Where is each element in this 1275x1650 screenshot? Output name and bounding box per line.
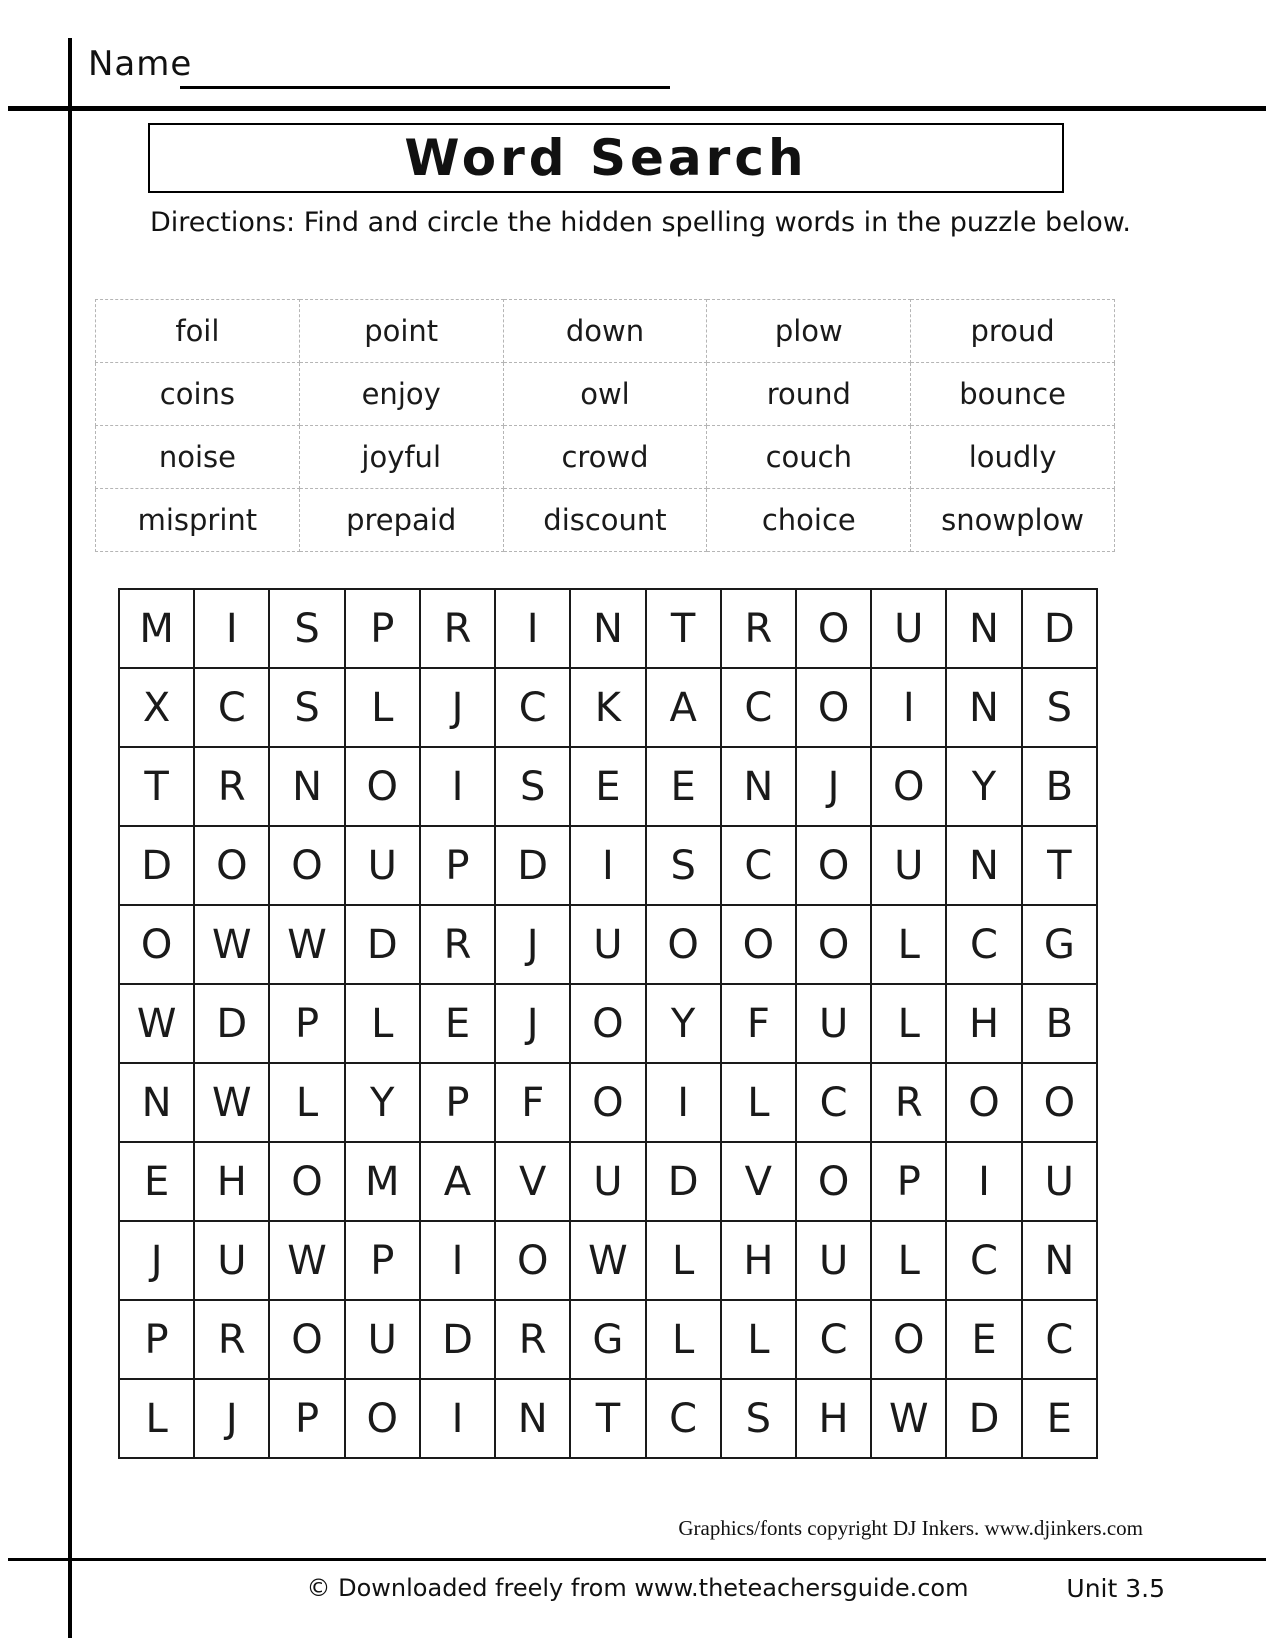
puzzle-cell: U	[796, 984, 871, 1063]
puzzle-cell: U	[345, 1300, 420, 1379]
puzzle-cell: I	[570, 826, 645, 905]
puzzle-cell: L	[871, 984, 946, 1063]
puzzle-cell: I	[420, 1379, 495, 1458]
word-list	[95, 299, 1115, 552]
puzzle-cell: N	[269, 747, 344, 826]
puzzle-cell: D	[345, 905, 420, 984]
puzzle-cell: R	[721, 589, 796, 668]
title-box	[148, 123, 1064, 193]
word-list-word: foil	[96, 300, 300, 363]
puzzle-cell: L	[345, 984, 420, 1063]
puzzle-cell: V	[495, 1142, 570, 1221]
puzzle-cell: H	[796, 1379, 871, 1458]
puzzle-row	[119, 668, 1097, 747]
word-list-word: misprint	[96, 489, 300, 552]
puzzle-cell: R	[420, 905, 495, 984]
puzzle-cell: S	[269, 668, 344, 747]
word-list-word: bounce	[911, 363, 1115, 426]
puzzle-cell: O	[946, 1063, 1021, 1142]
word-list-word: point	[299, 300, 503, 363]
puzzle-cell: P	[871, 1142, 946, 1221]
puzzle-cell: A	[420, 1142, 495, 1221]
puzzle-cell: E	[946, 1300, 1021, 1379]
puzzle-cell: L	[871, 1221, 946, 1300]
puzzle-cell: N	[495, 1379, 570, 1458]
word-list-word: snowplow	[911, 489, 1115, 552]
puzzle-row	[119, 905, 1097, 984]
puzzle-row	[119, 984, 1097, 1063]
puzzle-cell: N	[946, 668, 1021, 747]
puzzle-cell: P	[345, 589, 420, 668]
puzzle-cell: U	[871, 826, 946, 905]
puzzle-cell: I	[194, 589, 269, 668]
puzzle-cell: E	[119, 1142, 194, 1221]
word-list-word: choice	[707, 489, 911, 552]
puzzle-cell: W	[269, 905, 344, 984]
puzzle-cell: O	[495, 1221, 570, 1300]
puzzle-cell: D	[495, 826, 570, 905]
puzzle-cell: X	[119, 668, 194, 747]
puzzle-cell: I	[420, 1221, 495, 1300]
puzzle-cell: O	[871, 747, 946, 826]
puzzle-cell: Y	[646, 984, 721, 1063]
puzzle-cell: L	[646, 1221, 721, 1300]
puzzle-cell: J	[119, 1221, 194, 1300]
puzzle-cell: E	[1022, 1379, 1097, 1458]
puzzle-cell: U	[1022, 1142, 1097, 1221]
puzzle-cell: M	[345, 1142, 420, 1221]
word-list-word: down	[503, 300, 707, 363]
puzzle-cell: E	[570, 747, 645, 826]
puzzle-row	[119, 1063, 1097, 1142]
word-list-word: plow	[707, 300, 911, 363]
puzzle-cell: P	[420, 826, 495, 905]
puzzle-row	[119, 826, 1097, 905]
puzzle-cell: O	[345, 747, 420, 826]
puzzle-cell: G	[1022, 905, 1097, 984]
puzzle-cell: N	[946, 589, 1021, 668]
word-list-word: discount	[503, 489, 707, 552]
puzzle-cell: O	[796, 1142, 871, 1221]
puzzle-cell: J	[194, 1379, 269, 1458]
page-title: Word Search	[404, 129, 808, 187]
puzzle-row	[119, 1142, 1097, 1221]
puzzle-cell: T	[570, 1379, 645, 1458]
name-blank-line	[180, 86, 670, 89]
puzzle-cell: P	[119, 1300, 194, 1379]
puzzle-cell: S	[269, 589, 344, 668]
puzzle-body	[119, 589, 1097, 1458]
puzzle-row	[119, 1300, 1097, 1379]
puzzle-cell: B	[1022, 747, 1097, 826]
puzzle-cell: S	[646, 826, 721, 905]
word-list-word: owl	[503, 363, 707, 426]
puzzle-cell: U	[345, 826, 420, 905]
name-label: Name	[88, 44, 193, 84]
puzzle-cell: J	[420, 668, 495, 747]
puzzle-cell: O	[646, 905, 721, 984]
puzzle-cell: S	[1022, 668, 1097, 747]
puzzle-cell: U	[796, 1221, 871, 1300]
puzzle-cell: O	[345, 1379, 420, 1458]
puzzle-cell: T	[646, 589, 721, 668]
puzzle-cell: C	[495, 668, 570, 747]
puzzle-cell: W	[194, 1063, 269, 1142]
puzzle-cell: C	[194, 668, 269, 747]
word-list-word: couch	[707, 426, 911, 489]
puzzle-cell: W	[194, 905, 269, 984]
puzzle-cell: D	[946, 1379, 1021, 1458]
puzzle-cell: O	[194, 826, 269, 905]
puzzle-cell: C	[646, 1379, 721, 1458]
word-list-word: round	[707, 363, 911, 426]
word-list-word: proud	[911, 300, 1115, 363]
puzzle-cell: M	[119, 589, 194, 668]
puzzle-cell: G	[570, 1300, 645, 1379]
puzzle-cell: C	[721, 668, 796, 747]
puzzle-cell: D	[194, 984, 269, 1063]
puzzle-cell: O	[570, 984, 645, 1063]
puzzle-cell: O	[1022, 1063, 1097, 1142]
puzzle-cell: R	[871, 1063, 946, 1142]
puzzle-cell: P	[269, 984, 344, 1063]
puzzle-cell: O	[570, 1063, 645, 1142]
word-list-word: prepaid	[299, 489, 503, 552]
puzzle-cell: L	[721, 1063, 796, 1142]
puzzle-cell: C	[946, 1221, 1021, 1300]
puzzle-cell: I	[420, 747, 495, 826]
puzzle-row	[119, 1221, 1097, 1300]
puzzle-cell: W	[119, 984, 194, 1063]
puzzle-cell: P	[420, 1063, 495, 1142]
puzzle-cell: H	[194, 1142, 269, 1221]
puzzle-cell: U	[871, 589, 946, 668]
puzzle-cell: L	[345, 668, 420, 747]
puzzle-cell: K	[570, 668, 645, 747]
word-list-word: loudly	[911, 426, 1115, 489]
puzzle-cell: L	[871, 905, 946, 984]
puzzle-cell: D	[1022, 589, 1097, 668]
word-list-row	[96, 426, 1115, 489]
puzzle-cell: W	[871, 1379, 946, 1458]
word-list-word: joyful	[299, 426, 503, 489]
puzzle-cell: B	[1022, 984, 1097, 1063]
directions-text: Directions: Find and circle the hidden spelling words in the puzzle below.	[150, 207, 1131, 238]
puzzle-cell: U	[570, 1142, 645, 1221]
puzzle-cell: C	[946, 905, 1021, 984]
puzzle-cell: R	[420, 589, 495, 668]
puzzle-cell: T	[119, 747, 194, 826]
puzzle-cell: R	[194, 747, 269, 826]
puzzle-cell: O	[796, 668, 871, 747]
puzzle-cell: W	[570, 1221, 645, 1300]
puzzle-cell: C	[796, 1300, 871, 1379]
top-rule	[8, 106, 1266, 111]
puzzle-cell: N	[721, 747, 796, 826]
puzzle-cell: O	[269, 1300, 344, 1379]
puzzle-cell: I	[946, 1142, 1021, 1221]
puzzle-cell: J	[495, 984, 570, 1063]
puzzle-cell: F	[721, 984, 796, 1063]
puzzle-cell: U	[570, 905, 645, 984]
puzzle-cell: S	[721, 1379, 796, 1458]
puzzle-cell: H	[721, 1221, 796, 1300]
puzzle-cell: V	[721, 1142, 796, 1221]
puzzle-cell: Y	[946, 747, 1021, 826]
puzzle-grid	[118, 588, 1098, 1459]
word-list-word: crowd	[503, 426, 707, 489]
word-list-word: coins	[96, 363, 300, 426]
puzzle-cell: O	[269, 826, 344, 905]
puzzle-cell: L	[646, 1300, 721, 1379]
puzzle-cell: E	[646, 747, 721, 826]
word-list-row	[96, 363, 1115, 426]
puzzle-cell: R	[194, 1300, 269, 1379]
puzzle-cell: H	[946, 984, 1021, 1063]
footer-download-note: © Downloaded freely from www.theteachersguide.com	[306, 1574, 969, 1602]
puzzle-cell: E	[420, 984, 495, 1063]
puzzle-cell: R	[495, 1300, 570, 1379]
puzzle-cell: P	[345, 1221, 420, 1300]
word-list-body	[96, 300, 1115, 552]
puzzle-cell: D	[119, 826, 194, 905]
puzzle-cell: L	[721, 1300, 796, 1379]
puzzle-cell: S	[495, 747, 570, 826]
puzzle-cell: L	[119, 1379, 194, 1458]
word-list-row	[96, 489, 1115, 552]
copyright-credit: Graphics/fonts copyright DJ Inkers. www.djinkers.com	[678, 1516, 1143, 1540]
puzzle-cell: C	[721, 826, 796, 905]
puzzle-cell: I	[646, 1063, 721, 1142]
word-list-word: enjoy	[299, 363, 503, 426]
puzzle-row	[119, 1379, 1097, 1458]
puzzle-cell: N	[570, 589, 645, 668]
puzzle-cell: O	[796, 589, 871, 668]
puzzle-cell: D	[646, 1142, 721, 1221]
puzzle-cell: C	[796, 1063, 871, 1142]
puzzle-cell: Y	[345, 1063, 420, 1142]
puzzle-cell: U	[194, 1221, 269, 1300]
puzzle-cell: C	[1022, 1300, 1097, 1379]
puzzle-cell: A	[646, 668, 721, 747]
puzzle-cell: O	[721, 905, 796, 984]
puzzle-cell: O	[119, 905, 194, 984]
puzzle-cell: N	[946, 826, 1021, 905]
puzzle-cell: N	[1022, 1221, 1097, 1300]
puzzle-cell: T	[1022, 826, 1097, 905]
puzzle-cell: F	[495, 1063, 570, 1142]
puzzle-cell: I	[495, 589, 570, 668]
puzzle-cell: N	[119, 1063, 194, 1142]
left-margin-line	[68, 38, 72, 1638]
bottom-rule	[8, 1558, 1266, 1561]
word-list-row	[96, 300, 1115, 363]
puzzle-cell: I	[871, 668, 946, 747]
puzzle-cell: P	[269, 1379, 344, 1458]
word-list-word: noise	[96, 426, 300, 489]
puzzle-row	[119, 747, 1097, 826]
footer-unit-label: Unit 3.5	[1066, 1574, 1165, 1603]
puzzle-cell: L	[269, 1063, 344, 1142]
puzzle-cell: J	[495, 905, 570, 984]
puzzle-cell: O	[796, 905, 871, 984]
puzzle-cell: O	[269, 1142, 344, 1221]
puzzle-cell: D	[420, 1300, 495, 1379]
puzzle-cell: O	[871, 1300, 946, 1379]
puzzle-cell: J	[796, 747, 871, 826]
puzzle-cell: W	[269, 1221, 344, 1300]
puzzle-row	[119, 589, 1097, 668]
puzzle-cell: O	[796, 826, 871, 905]
